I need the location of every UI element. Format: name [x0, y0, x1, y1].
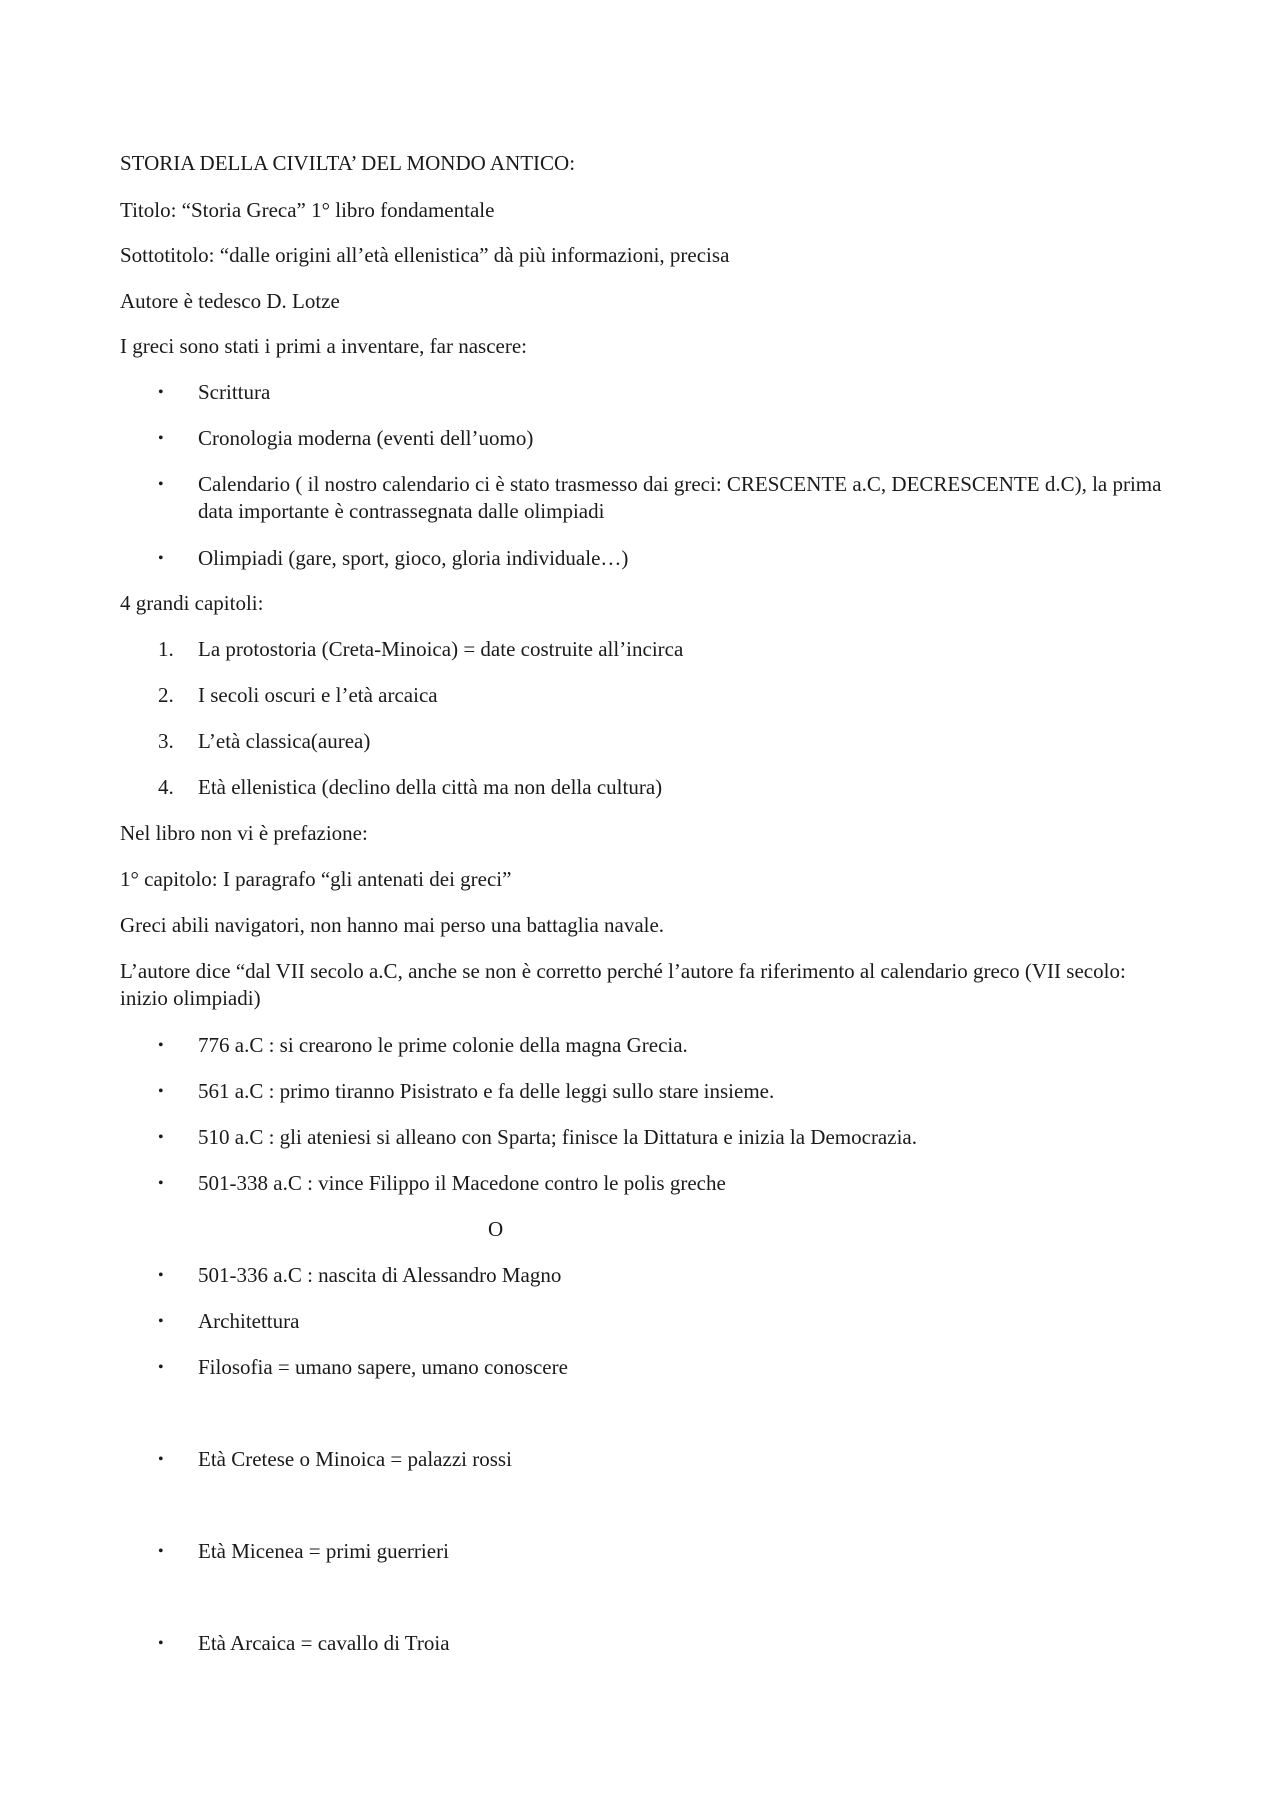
bullet-icon: • [158, 1543, 164, 1560]
bullet-icon: • [158, 1175, 164, 1192]
bullet-icon: • [158, 476, 164, 493]
list-number: 1. [158, 637, 174, 661]
navigators-line: Greci abili navigatori, non hanno mai perso una battaglia navale. [120, 913, 665, 937]
list-item-text: Età Cretese o Minoica = palazzi rossi [198, 1447, 512, 1471]
bullet-icon: • [158, 1635, 164, 1652]
bullet-icon: • [158, 550, 164, 567]
list-item-text: 501-336 a.C : nascita di Alessandro Magno [198, 1263, 562, 1287]
list-item-text: L’età classica(aurea) [198, 729, 371, 753]
list-number: 4. [158, 775, 174, 799]
bullet-icon: • [158, 1083, 164, 1100]
list-item-text: Olimpiadi (gare, sport, gioco, gloria individuale…) [198, 546, 629, 570]
bullet-icon: • [158, 384, 164, 401]
author-note: L’autore dice “dal VII secolo a.C, anche se non è corretto perché l’autore fa riferimento al calendario greco (VII secolo: inizio olimpiadi) [120, 959, 1126, 1010]
list-item-text: 776 a.C : si crearono le prime colonie della magna Grecia. [198, 1033, 688, 1057]
subtitle-line: Sottotitolo: “dalle origini all’età ellenistica” dà più informazioni, precisa [120, 243, 730, 267]
bullet-icon: • [158, 430, 164, 447]
list-item-text: 510 a.C : gli ateniesi si alleano con Sparta; finisce la Dittatura e inizia la Democrazia. [198, 1125, 917, 1149]
list-item-text: 501-338 a.C : vince Filippo il Macedone contro le polis greche [198, 1171, 726, 1195]
bullet-icon: • [158, 1313, 164, 1330]
list-item-text: Filosofia = umano sapere, umano conoscere [198, 1355, 568, 1379]
bullet-icon: • [158, 1129, 164, 1146]
list-item-text: Scrittura [198, 380, 271, 404]
or-separator: O [488, 1217, 504, 1241]
document-heading: STORIA DELLA CIVILTA’ DEL MONDO ANTICO: [120, 151, 576, 175]
list-item-text: Età Micenea = primi guerrieri [198, 1539, 449, 1563]
bullet-icon: • [158, 1359, 164, 1376]
list-item-text: I secoli oscuri e l’età arcaica [198, 683, 438, 707]
list-item-text: La protostoria (Creta-Minoica) = date costruite all’incirca [198, 637, 684, 661]
list-item-text: Cronologia moderna (eventi dell’uomo) [198, 426, 534, 450]
title-line: Titolo: “Storia Greca” 1° libro fondamentale [120, 198, 495, 222]
list-item-text: Età Arcaica = cavallo di Troia [198, 1631, 450, 1655]
list-item-text: Età ellenistica (declino della città ma non della cultura) [198, 775, 663, 799]
intro-line: I greci sono stati i primi a inventare, far nascere: [120, 334, 527, 358]
list-item-text: 561 a.C : primo tiranno Pisistrato e fa delle leggi sullo stare insieme. [198, 1079, 775, 1103]
list-item-text: Calendario ( il nostro calendario ci è stato trasmesso dai greci: CRESCENTE a.C, DECRESCENTE d.C), la prima data importante è contrassegnata dalle olimpiadi [198, 472, 1162, 523]
list-number: 2. [158, 683, 174, 707]
author-line: Autore è tedesco D. Lotze [120, 289, 340, 313]
bullet-icon: • [158, 1037, 164, 1054]
bullet-icon: • [158, 1267, 164, 1284]
list-number: 3. [158, 729, 174, 753]
chapters-heading: 4 grandi capitoli: [120, 591, 264, 615]
list-item-text: Architettura [198, 1309, 300, 1333]
preface-line: Nel libro non vi è prefazione: [120, 821, 368, 845]
chapter1-line: 1° capitolo: I paragrafo “gli antenati dei greci” [120, 867, 512, 891]
bullet-icon: • [158, 1451, 164, 1468]
